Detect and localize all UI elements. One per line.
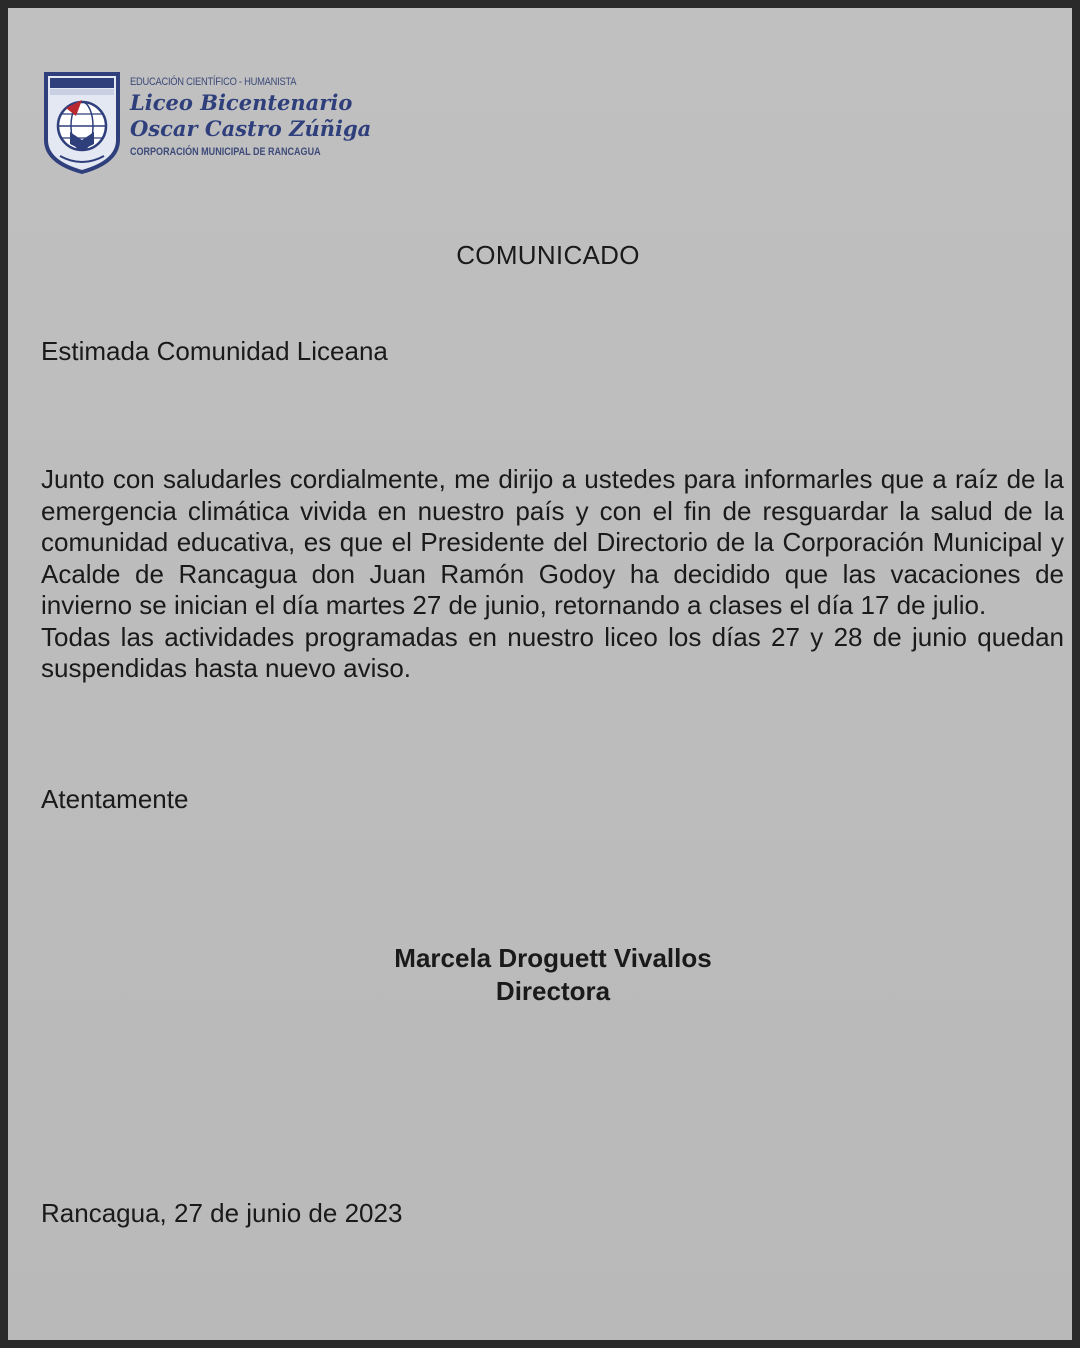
document-body (41, 464, 1064, 685)
school-crest-icon (42, 70, 122, 176)
school-logo (42, 70, 372, 178)
signature-block (8, 942, 1080, 1008)
school-logo-text (130, 76, 372, 158)
body-paragraph-2: Todas las actividades programadas en nuestro liceo los días 27 y 28 de junio quedan suspendidas hasta nuevo aviso. (41, 621, 1064, 683)
signatory-name: Marcela Droguett Vivallos (394, 943, 712, 973)
logo-tagline: EDUCACIÓN CIENTÍFICO - HUMANISTA (130, 76, 297, 88)
signatory-role: Directora (495, 976, 611, 1006)
closing-salutation: Atentamente (41, 784, 189, 814)
logo-corporation: CORPORACIÓN MUNICIPAL DE RANCAGUA (130, 146, 321, 158)
school-name-line-2: Oscar Castro Zúñiga (130, 116, 372, 141)
document-title: COMUNICADO (456, 240, 640, 270)
body-paragraph-1: Junto con saludarles cordialmente, me dirijo a ustedes para informarles que a raíz de la emergencia climática vivida en nuestro país y con el fin de resguardar la salud de la comunidad educativa, es que el Presidente del Directorio de la Corporación Municipal y Acalde de Rancagua don Juan Ramón Godoy ha decidido que las vacaciones de invierno se inician el día martes 27 de junio, retornando a clases el día 17 de julio. (41, 464, 1064, 620)
greeting: Estimada Comunidad Liceana (41, 336, 388, 366)
place-and-date: Rancagua, 27 de junio de 2023 (41, 1198, 403, 1228)
school-name-line-1: Liceo Bicentenario (130, 90, 353, 115)
